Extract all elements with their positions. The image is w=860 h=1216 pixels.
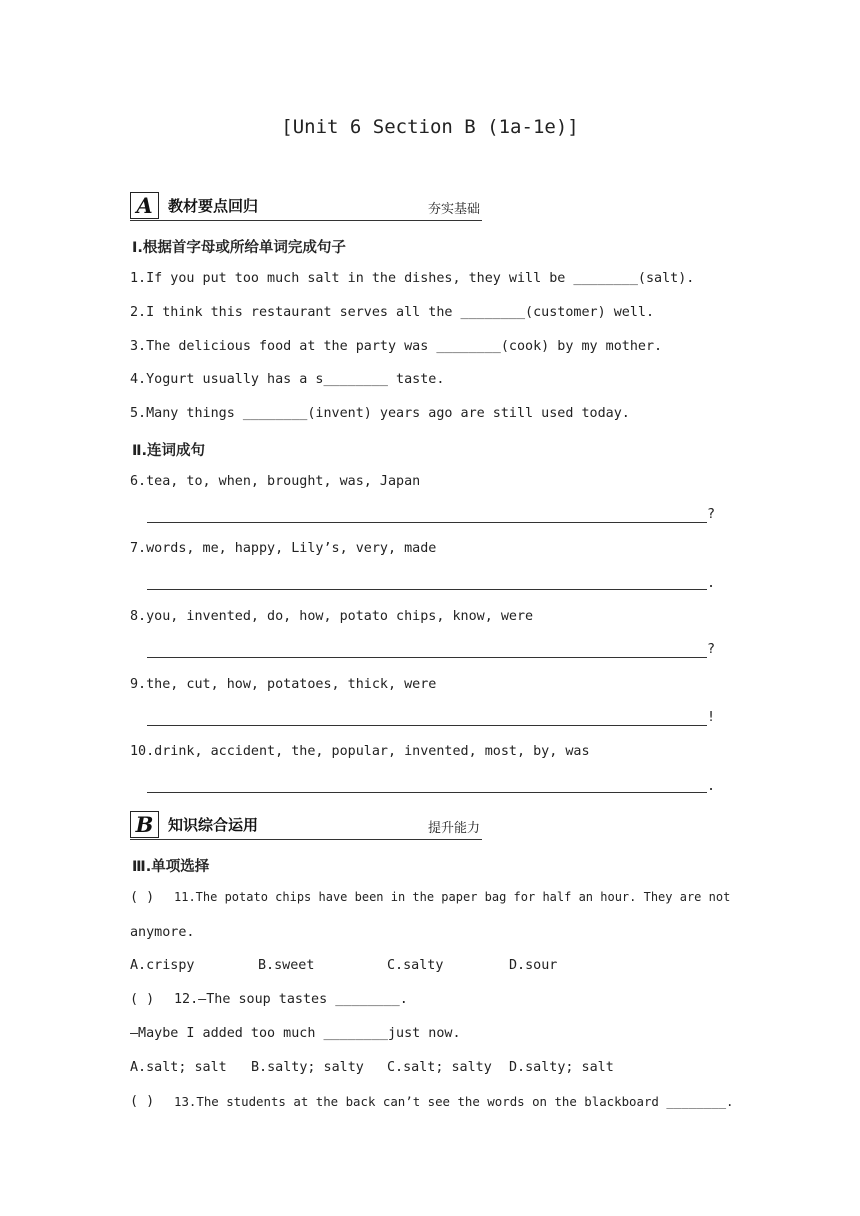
section-b-badge: B	[130, 811, 159, 838]
question-7-end: .	[707, 576, 716, 591]
part1-heading: Ⅰ.根据首字母或所给单词完成句子	[132, 240, 346, 256]
question-12-line1: 12.—The soup tastes ________.	[174, 992, 408, 1007]
question-6-prompt: 6.tea, to, when, brought, was, Japan	[130, 474, 421, 489]
question-9-end: !	[707, 710, 716, 725]
section-a-title: 教材要点回归	[168, 197, 259, 215]
page-title: [Unit 6 Section B (1a-1e)]	[281, 116, 579, 138]
option-12-c: C.salt; salty	[387, 1060, 492, 1075]
question-10-prompt: 10.drink, accident, the, popular, invented, most, by, was	[130, 744, 590, 759]
question-8-end: ?	[707, 642, 716, 657]
answer-paren-11[interactable]: ( )	[130, 890, 155, 905]
answer-line-9[interactable]	[147, 725, 707, 726]
section-b-banner	[130, 811, 482, 840]
section-a-badge: A	[130, 192, 159, 219]
section-a-subtitle: 夯实基础	[427, 202, 480, 217]
question-1: 1.If you put too much salt in the dishes, they will be ________(salt).	[130, 271, 695, 286]
question-11-line1: 11.The potato chips have been in the paper bag for half an hour. They are not	[174, 890, 731, 904]
question-6-end: ?	[707, 507, 716, 522]
question-5: 5.Many things ________(invent) years ago are still used today.	[130, 406, 630, 421]
question-2: 2.I think this restaurant serves all the ________(customer) well.	[130, 305, 655, 320]
answer-line-10[interactable]	[147, 792, 707, 793]
question-13-line1: 13.The students at the back can’t see the words on the blackboard ________.	[174, 1094, 734, 1109]
option-11-b: B.sweet	[258, 958, 315, 973]
answer-line-7[interactable]	[147, 589, 707, 590]
question-10-end: .	[707, 779, 716, 794]
question-11-line2: anymore.	[130, 925, 195, 940]
answer-paren-12[interactable]: ( )	[130, 992, 155, 1007]
part3-heading: Ⅲ.单项选择	[132, 859, 210, 875]
answer-line-6[interactable]	[147, 522, 707, 523]
option-12-d: D.salty; salt	[509, 1060, 614, 1075]
option-12-b: B.salty; salty	[251, 1060, 364, 1075]
question-3: 3.The delicious food at the party was ________(cook) by my mother.	[130, 339, 663, 354]
question-12-line2: —Maybe I added too much ________just now.	[130, 1026, 461, 1041]
option-11-c: C.salty	[387, 958, 444, 973]
section-a-banner	[130, 192, 482, 221]
section-b-subtitle: 提升能力	[427, 821, 480, 836]
answer-line-8[interactable]	[147, 657, 707, 658]
option-11-a: A.crispy	[130, 958, 195, 973]
question-7-prompt: 7.words, me, happy, Lily’s, very, made	[130, 541, 437, 556]
answer-paren-13[interactable]: ( )	[130, 1094, 155, 1109]
question-4: 4.Yogurt usually has a s________ taste.	[130, 372, 445, 387]
part2-heading: Ⅱ.连词成句	[132, 443, 206, 459]
section-b-title: 知识综合运用	[168, 816, 259, 834]
option-11-d: D.sour	[509, 958, 558, 973]
question-8-prompt: 8.you, invented, do, how, potato chips, know, were	[130, 609, 534, 624]
option-12-a: A.salt; salt	[130, 1060, 227, 1075]
question-9-prompt: 9.the, cut, how, potatoes, thick, were	[130, 677, 437, 692]
